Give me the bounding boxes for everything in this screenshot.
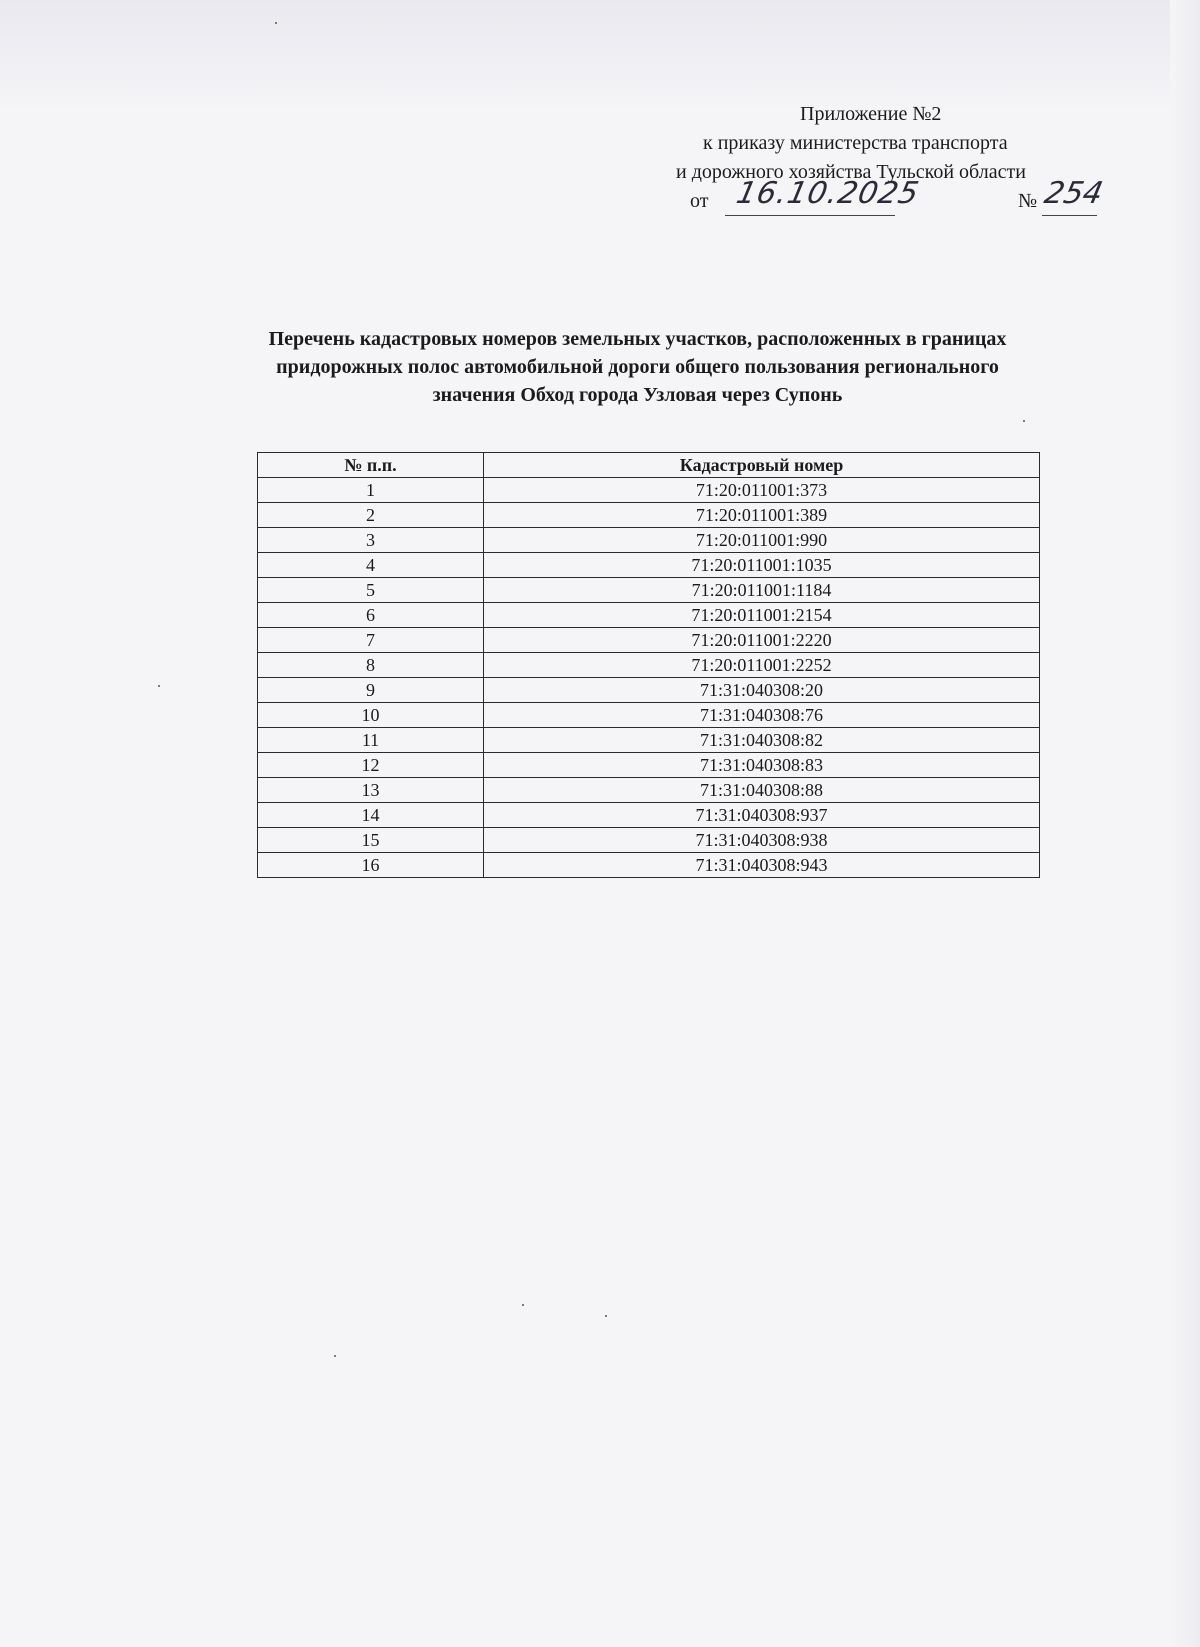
table-header-row	[258, 453, 1040, 478]
appendix-header	[660, 100, 1110, 221]
cadastral-number: 71:20:011001:2154	[484, 603, 1040, 628]
table-row	[258, 653, 1040, 678]
table-row	[258, 628, 1040, 653]
header-cadastral-number: Кадастровый номер	[484, 453, 1040, 478]
scan-shadow-top	[0, 0, 1200, 110]
appendix-number: Приложение №2	[800, 103, 942, 125]
cadastral-number: 71:31:040308:83	[484, 753, 1040, 778]
table-row	[258, 753, 1040, 778]
date-number-line	[660, 176, 1110, 221]
row-number: 1	[258, 478, 484, 503]
table-row	[258, 703, 1040, 728]
row-number: 10	[258, 703, 484, 728]
scan-speck	[522, 1304, 524, 1306]
table-row	[258, 478, 1040, 503]
table-row	[258, 828, 1040, 853]
table-row	[258, 803, 1040, 828]
cadastral-number: 71:20:011001:389	[484, 503, 1040, 528]
cadastral-number: 71:31:040308:937	[484, 803, 1040, 828]
header-row-number: № п.п.	[258, 453, 484, 478]
row-number: 16	[258, 853, 484, 878]
row-number: 14	[258, 803, 484, 828]
table-row	[258, 603, 1040, 628]
handwritten-date: 16.10.2025	[733, 176, 923, 211]
table-row	[258, 778, 1040, 803]
table-row	[258, 503, 1040, 528]
document-title	[180, 325, 1095, 409]
table-row	[258, 853, 1040, 878]
scan-speck	[158, 685, 160, 687]
scan-speck	[275, 22, 277, 24]
cadastral-number: 71:31:040308:20	[484, 678, 1040, 703]
table-row	[258, 528, 1040, 553]
handwritten-number: 254	[1041, 176, 1106, 211]
cadastral-number: 71:20:011001:1184	[484, 578, 1040, 603]
cadastral-number: 71:31:040308:76	[484, 703, 1040, 728]
date-label: от	[690, 190, 709, 212]
row-number: 15	[258, 828, 484, 853]
order-reference-line: к приказу министерства транспорта	[703, 132, 1008, 154]
row-number: 7	[258, 628, 484, 653]
cadastral-number: 71:20:011001:1035	[484, 553, 1040, 578]
ministry-line: и дорожного хозяйства Тульской области	[676, 161, 1026, 183]
table-row	[258, 578, 1040, 603]
table-row	[258, 553, 1040, 578]
cadastral-number: 71:20:011001:2252	[484, 653, 1040, 678]
date-underline	[725, 215, 895, 216]
table-row	[258, 678, 1040, 703]
title-line-1: Перечень кадастровых номеров земельных участков, расположенных в границах	[268, 328, 1007, 350]
cadastral-number: 71:20:011001:2220	[484, 628, 1040, 653]
cadastral-number: 71:31:040308:82	[484, 728, 1040, 753]
row-number: 3	[258, 528, 484, 553]
title-line-2: придорожных полос автомобильной дороги общего пользования регионального	[276, 356, 999, 378]
row-number: 8	[258, 653, 484, 678]
row-number: 13	[258, 778, 484, 803]
cadastral-number: 71:31:040308:88	[484, 778, 1040, 803]
number-underline	[1042, 215, 1097, 216]
row-number: 5	[258, 578, 484, 603]
cadastral-number: 71:31:040308:943	[484, 853, 1040, 878]
scan-speck	[605, 1315, 607, 1317]
row-number: 11	[258, 728, 484, 753]
number-label: №	[1018, 190, 1038, 212]
cadastral-number: 71:31:040308:938	[484, 828, 1040, 853]
row-number: 4	[258, 553, 484, 578]
title-line-3: значения Обход города Узловая через Супонь	[432, 384, 843, 406]
scan-shadow-right	[1170, 0, 1200, 1647]
cadastral-numbers-table	[257, 452, 1040, 878]
row-number: 2	[258, 503, 484, 528]
cadastral-number: 71:20:011001:373	[484, 478, 1040, 503]
row-number: 9	[258, 678, 484, 703]
table-row	[258, 728, 1040, 753]
row-number: 12	[258, 753, 484, 778]
scan-speck	[334, 1355, 336, 1357]
scan-speck	[1023, 420, 1025, 422]
cadastral-number: 71:20:011001:990	[484, 528, 1040, 553]
row-number: 6	[258, 603, 484, 628]
